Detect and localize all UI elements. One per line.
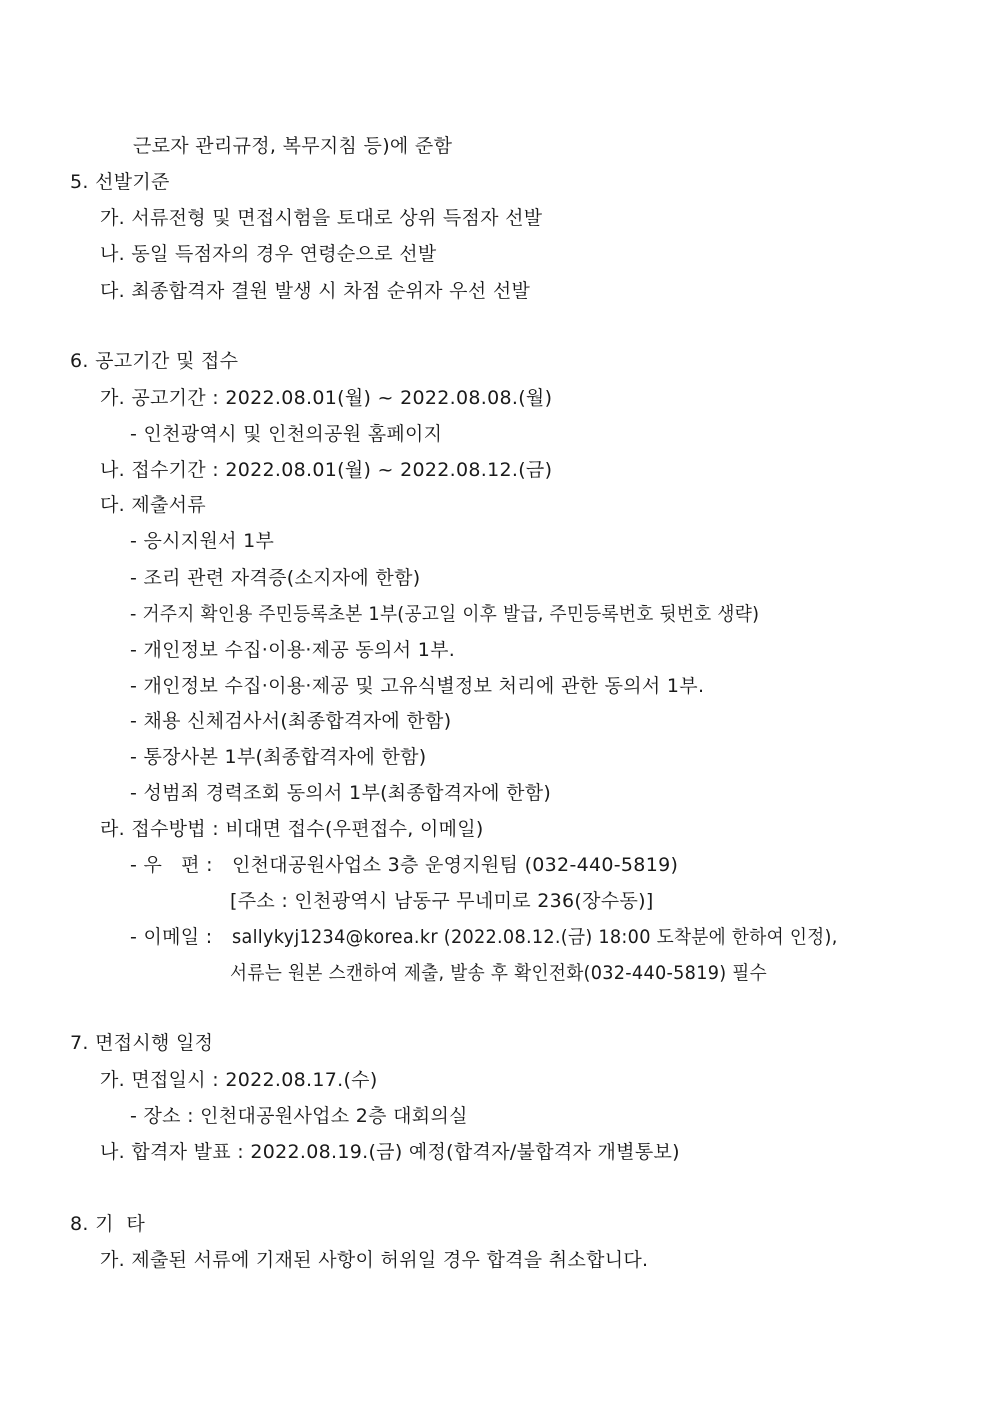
doc-list-item: - 거주지 확인용 주민등록초본 1부(공고일 이후 발급, 주민등록번호 뒷번호 생략) <box>130 603 760 625</box>
section-7-item-a: 가. 면접일시 : 2022.08.17.(수) <box>100 1069 378 1091</box>
email-label: - 이메일 : <box>130 926 213 948</box>
email-note: 서류는 원본 스캔하여 제출, 발송 후 확인전화(032-440-5819) 필수 <box>230 962 768 984</box>
doc-list-item: - 통장사본 1부(최종합격자에 한함) <box>130 746 427 768</box>
post-value: 인천대공원사업소 3층 운영지원팀 (032-440-5819) <box>232 854 679 876</box>
section-6-item-a-sub: - 인천광역시 및 인천의공원 홈페이지 <box>130 423 443 445</box>
continuation-line: 근로자 관리규정, 복무지침 등)에 준함 <box>133 135 453 157</box>
doc-list-item: - 성범죄 경력조회 동의서 1부(최종합격자에 한함) <box>130 782 552 804</box>
post-label: - 우 편 : <box>130 854 213 876</box>
post-address: [주소 : 인천광역시 남동구 무네미로 236(장수동)] <box>230 890 654 912</box>
section-8-title: 8. 기 타 <box>70 1213 146 1235</box>
section-7-title: 7. 면접시행 일정 <box>70 1032 214 1054</box>
doc-list-item: - 조리 관련 자격증(소지자에 한함) <box>130 567 421 589</box>
section-6-item-a: 가. 공고기간 : 2022.08.01(월) ~ 2022.08.08.(월) <box>100 387 553 409</box>
doc-list-item: - 채용 신체검사서(최종합격자에 한함) <box>130 710 452 732</box>
doc-list-item: - 응시지원서 1부 <box>130 530 275 552</box>
email-value: sallykyj1234@korea.kr (2022.08.12.(금) 18:00 도착분에 한하여 인정), <box>232 926 838 948</box>
section-7-item-b: 나. 합격자 발표 : 2022.08.19.(금) 예정(합격자/불합격자 개별통보) <box>100 1141 680 1163</box>
section-6-item-d: 라. 접수방법 : 비대면 접수(우편접수, 이메일) <box>100 818 484 840</box>
section-7-item-a-sub: - 장소 : 인천대공원사업소 2층 대회의실 <box>130 1105 468 1127</box>
section-6-item-b: 나. 접수기간 : 2022.08.01(월) ~ 2022.08.12.(금) <box>100 459 553 481</box>
section-6-item-c: 다. 제출서류 <box>100 494 206 516</box>
section-6-title: 6. 공고기간 및 접수 <box>70 350 239 372</box>
doc-list-item: - 개인정보 수집·이용·제공 및 고유식별정보 처리에 관한 동의서 1부. <box>130 675 705 697</box>
section-5-item-b: 나. 동일 득점자의 경우 연령순으로 선발 <box>100 243 437 265</box>
section-8-item-a: 가. 제출된 서류에 기재된 사항이 허위일 경우 합격을 취소합니다. <box>100 1249 649 1271</box>
section-5-item-a: 가. 서류전형 및 면접시험을 토대로 상위 득점자 선발 <box>100 207 543 229</box>
section-5-item-c: 다. 최종합격자 결원 발생 시 차점 순위자 우선 선발 <box>100 280 531 302</box>
doc-list-item: - 개인정보 수집·이용·제공 동의서 1부. <box>130 639 456 661</box>
section-5-title: 5. 선발기준 <box>70 171 170 193</box>
